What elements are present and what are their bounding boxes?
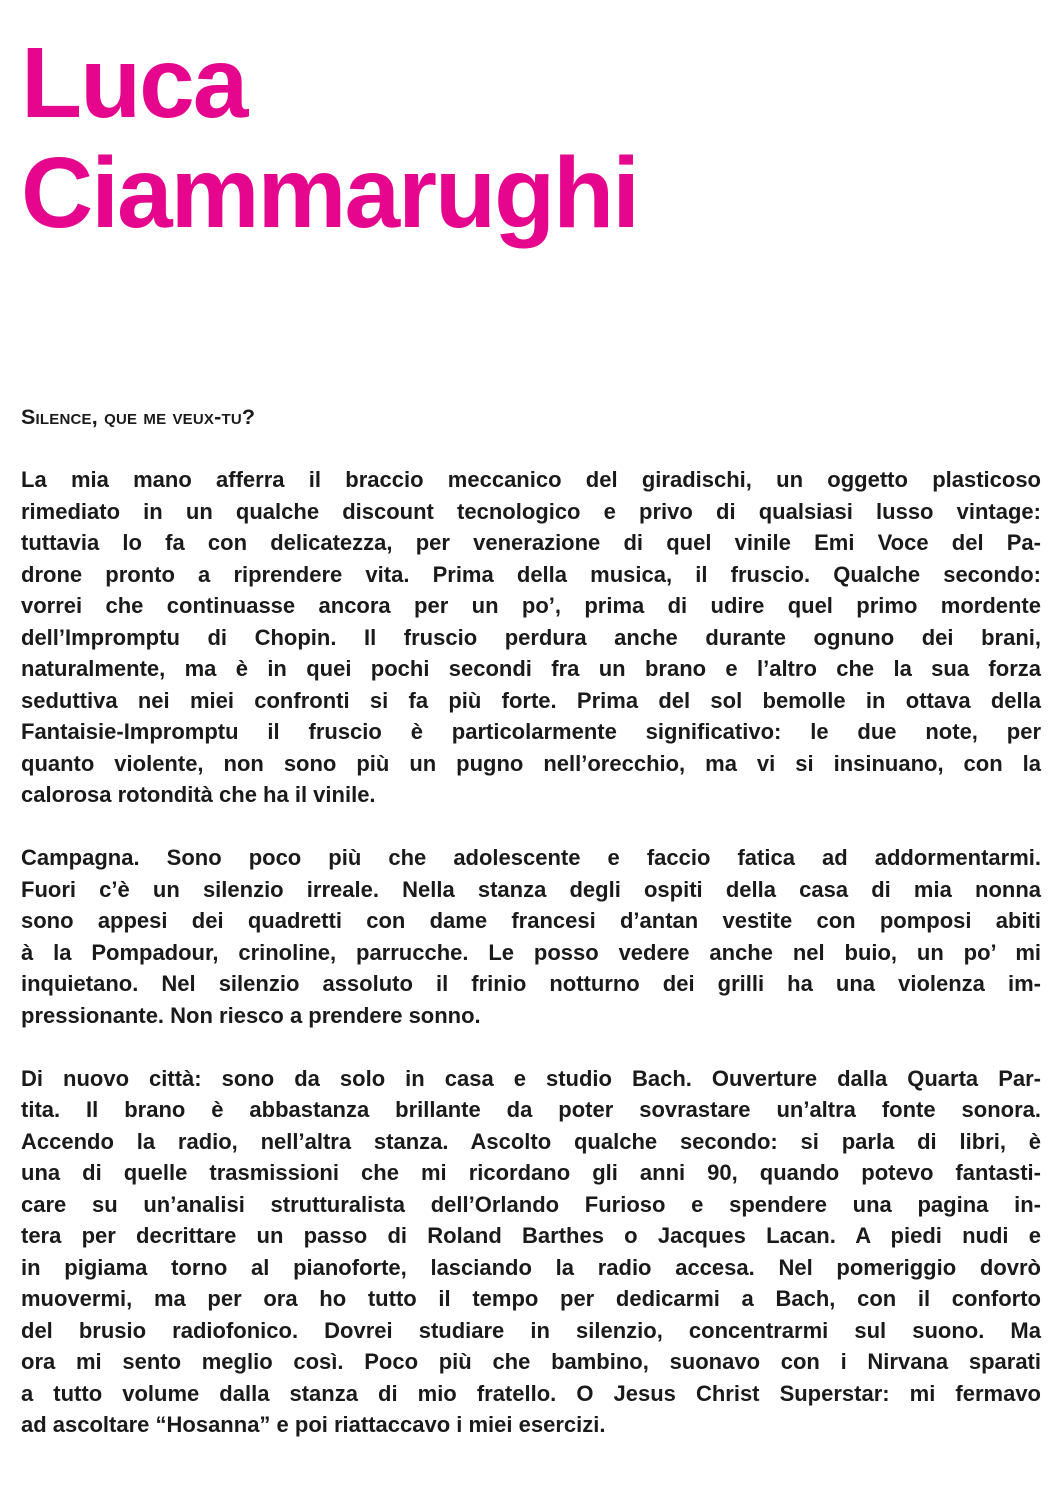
paragraph-line: dell’Impromptu di Chopin. Il fruscio perdura anche durante ognuno dei brani, [21, 624, 1041, 650]
paragraph-line: quanto violente, non sono più un pugno nell’orecchio, ma vi si insinuano, con la [21, 750, 1041, 776]
paragraph-line: care su un’analisi strutturalista dell’Orlando Furioso e spendere una pagina in- [21, 1191, 1041, 1217]
author-first-name: Luca [21, 27, 247, 139]
paragraph-line: a tutto volume dalla stanza di mio fratello. O Jesus Christ Superstar: mi fermavo [21, 1380, 1041, 1406]
paragraph-line: rimediato in un qualche discount tecnologico e privo di qualsiasi lusso vintage: [21, 498, 1041, 524]
paragraph-line: muovermi, ma per ora ho tutto il tempo per dedicarmi a Bach, con il conforto [21, 1286, 1041, 1311]
paragraph [21, 464, 1041, 811]
paragraph-line: Di nuovo città: sono da solo in casa e studio Bach. Ouverture dalla Quarta Par- [21, 1065, 1041, 1091]
paragraph-line: inquietano. Nel silenzio assoluto il frinio notturno dei grilli ha una violenza im- [21, 971, 1041, 996]
paragraph [21, 1063, 1041, 1441]
paragraph-line: una di quelle trasmissioni che mi ricordano gli anni 90, quando potevo fantasti- [21, 1160, 1041, 1185]
paragraph-line: Fuori c’è un silenzio irreale. Nella stanza degli ospiti della casa di mia nonna [21, 876, 1041, 902]
paragraph-line: ad ascoltare “Hosanna” e poi riattaccavo i miei esercizi. [21, 1412, 606, 1437]
paragraph-line: naturalmente, ma è in quei pochi secondi fra un brano e l’altro che la sua forza [21, 656, 1041, 681]
paragraph-line: ora mi sento meglio così. Poco più che bambino, suonavo con i Nirvana sparati [21, 1349, 1041, 1374]
paragraph-line: Fantaisie-Impromptu il fruscio è particolarmente significativo: le due note, per [21, 719, 1041, 744]
author-name [21, 28, 638, 248]
document-page [21, 0, 1041, 1496]
essay-body [21, 464, 1041, 1472]
paragraph-line: seduttiva nei miei confronti si fa più forte. Prima del sol bemolle in ottava della [21, 687, 1041, 713]
paragraph-line: tuttavia lo fa con delicatezza, per venerazione di quel vinile Emi Voce del Pa- [21, 530, 1041, 555]
paragraph-line: à la Pompadour, crinoline, parrucche. Le posso vedere anche nel buio, un po’ mi [21, 939, 1041, 965]
paragraph-line: La mia mano afferra il braccio meccanico del giradischi, un oggetto plasticoso [21, 467, 1041, 492]
paragraph-line: pressionante. Non riesco a prendere sonno. [21, 1002, 481, 1028]
paragraph-line: del brusio radiofonico. Dovrei studiare in silenzio, concentrarmi sul suono. Ma [21, 1317, 1041, 1343]
paragraph-line: in pigiama torno al pianoforte, lasciando la radio accesa. Nel pomeriggio dovrò [21, 1254, 1041, 1280]
paragraph-line: sono appesi dei quadretti con dame francesi d’antan vestite con pomposi abiti [21, 908, 1041, 933]
paragraph-line: calorosa rotondità che ha il vinile. [21, 782, 376, 807]
paragraph-line: Campagna. Sono poco più che adolescente e faccio fatica ad addormentarmi. [21, 845, 1041, 870]
essay-title: Silence, que me veux-tu? [21, 405, 256, 429]
paragraph [21, 842, 1041, 1031]
paragraph-line: Accendo la radio, nell’altra stanza. Ascolto qualche secondo: si parla di libri, è [21, 1128, 1041, 1154]
paragraph-line: tera per decrittare un passo di Roland Barthes o Jacques Lacan. A piedi nudi e [21, 1223, 1041, 1248]
paragraph-line: tita. Il brano è abbastanza brillante da poter sovrastare un’altra fonte sonora. [21, 1097, 1041, 1122]
author-last-name: Ciammarughi [21, 137, 639, 249]
paragraph-line: vorrei che continuasse ancora per un po’, prima di udire quel primo mordente [21, 593, 1041, 618]
paragraph-line: drone pronto a riprendere vita. Prima della musica, il fruscio. Qualche secondo: [21, 561, 1041, 587]
